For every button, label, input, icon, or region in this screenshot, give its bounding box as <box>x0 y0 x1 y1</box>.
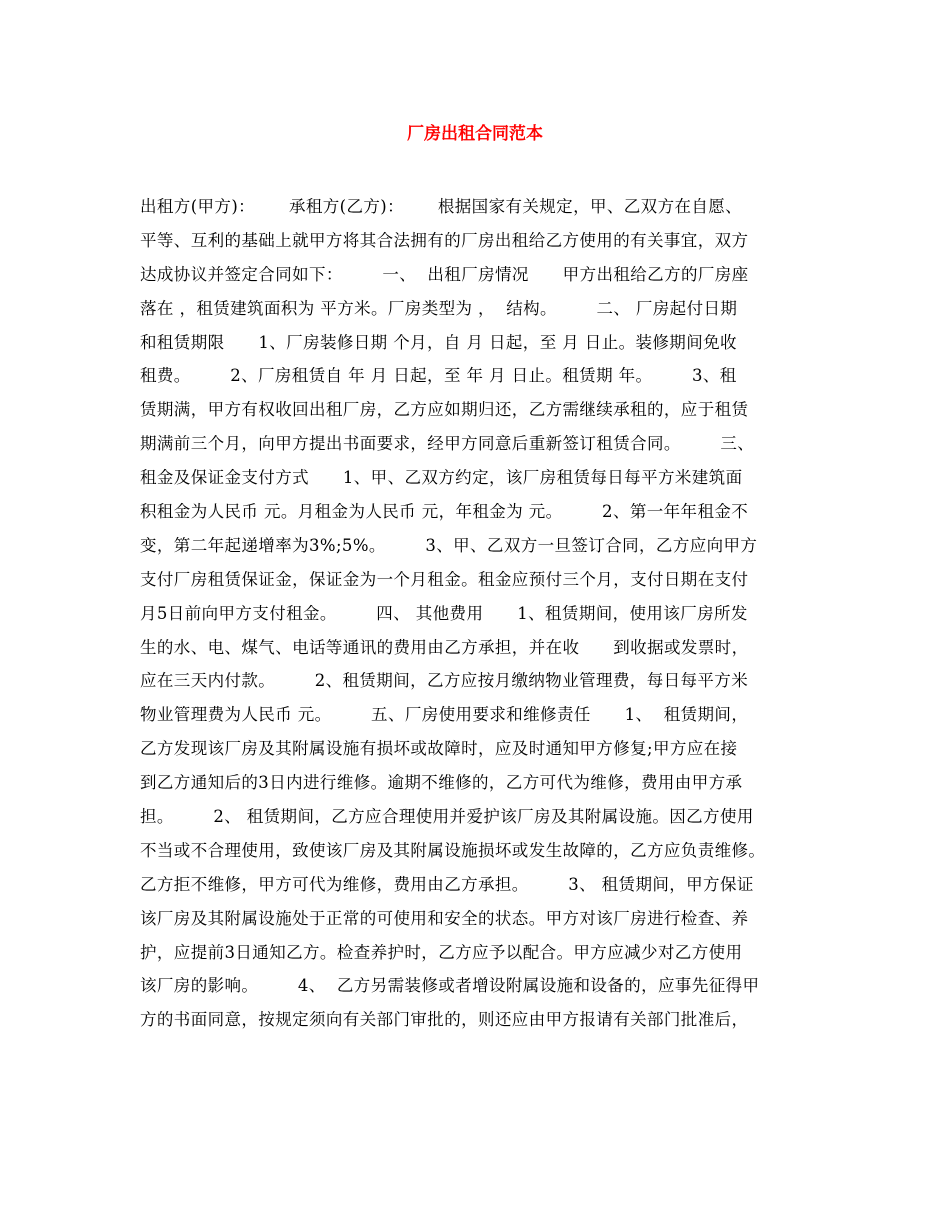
body-line: 月5日前向甲方支付租金。 四、 其他费用 1、租赁期间，使用该厂房所发 <box>140 603 748 623</box>
body-line: 赁期满，甲方有权收回出租厂房，乙方应如期归还，乙方需继续承租的，应于租赁 <box>140 400 749 420</box>
body-line: 支付厂房租赁保证金，保证金为一个月租金。租金应预付三个月，支付日期在支付 <box>140 569 749 589</box>
body-line: 该厂房的影响。 4、 乙方另需装修或者增设附属设施和设备的，应事先征得甲 <box>140 976 760 996</box>
body-line: 不当或不合理使用，致使该厂房及其附属设施损坏或发生故障的，乙方应负责维修。 <box>140 840 766 860</box>
body-line: 乙方拒不维修，甲方可代为维修，费用由乙方承担。 3、 租赁期间，甲方保证 <box>140 874 754 894</box>
body-line: 达成协议并签定合同如下： 一、 出租厂房情况 甲方出租给乙方的厂房座 <box>140 264 749 284</box>
body-line: 物业管理费为人民币 元。 五、厂房使用要求和维修责任 1、 租赁期间， <box>140 705 749 725</box>
body-line: 期满前三个月，向甲方提出书面要求，经甲方同意后重新签订租赁合同。 三、 <box>140 434 755 454</box>
body-line: 到乙方通知后的3日内进行维修。逾期不维修的，乙方可代为维修，费用由甲方承 <box>140 773 743 793</box>
body-line: 担。 2、 租赁期间，乙方应合理使用并爱护该厂房及其附属设施。因乙方使用 <box>140 807 754 827</box>
body-line: 方的书面同意，按规定须向有关部门审批的，则还应由甲方报请有关部门批准后， <box>140 1010 749 1030</box>
body-line: 出租方(甲方)： 承租方(乙方)： 根据国家有关规定，甲、乙双方在自愿、 <box>140 197 743 216</box>
document-body <box>140 190 810 1037</box>
body-line: 生的水、电、煤气、电话等通讯的费用由乙方承担，并在收 到收据或发票时， <box>140 637 749 657</box>
body-line: 护，应提前3日通知乙方。检查养护时，乙方应予以配合。甲方应减少对乙方使用 <box>140 942 743 962</box>
body-line: 落在 ，租赁建筑面积为 平方米。厂房类型为 ， 结构。 二、 厂房起付日期 <box>140 298 738 318</box>
body-line: 租金及保证金支付方式 1、甲、乙双方约定，该厂房租赁每日每平方米建筑面 <box>140 468 743 488</box>
body-line: 和租赁期限 1、厂房装修日期 个月，自 月 日起，至 月 日止。装修期间免收 <box>140 332 737 352</box>
body-line: 平等、互利的基础上就甲方将其合法拥有的厂房出租给乙方使用的有关事宜，双方 <box>140 230 749 250</box>
body-line: 变，第二年起递增率为3%;5%。 3、甲、乙双方一旦签订合同，乙方应向甲方 <box>140 535 758 555</box>
body-line: 乙方发现该厂房及其附属设施有损坏或故障时，应及时通知甲方修复;甲方应在接 <box>140 739 738 759</box>
body-line: 租费。 2、厂房租赁自 年 月 日起，至 年 月 日止。租赁期 年。 3、租 <box>140 366 737 386</box>
body-line: 积租金为人民币 元。月租金为人民币 元，年租金为 元。 2、第一年年租金不 <box>140 502 749 522</box>
document-title: 厂房出租合同范本 <box>407 124 543 144</box>
body-line: 该厂房及其附属设施处于正常的可使用和安全的状态。甲方对该厂房进行检查、养 <box>140 908 749 928</box>
body-line: 应在三天内付款。 2、租赁期间，乙方应按月缴纳物业管理费，每日每平方米 <box>140 671 749 691</box>
